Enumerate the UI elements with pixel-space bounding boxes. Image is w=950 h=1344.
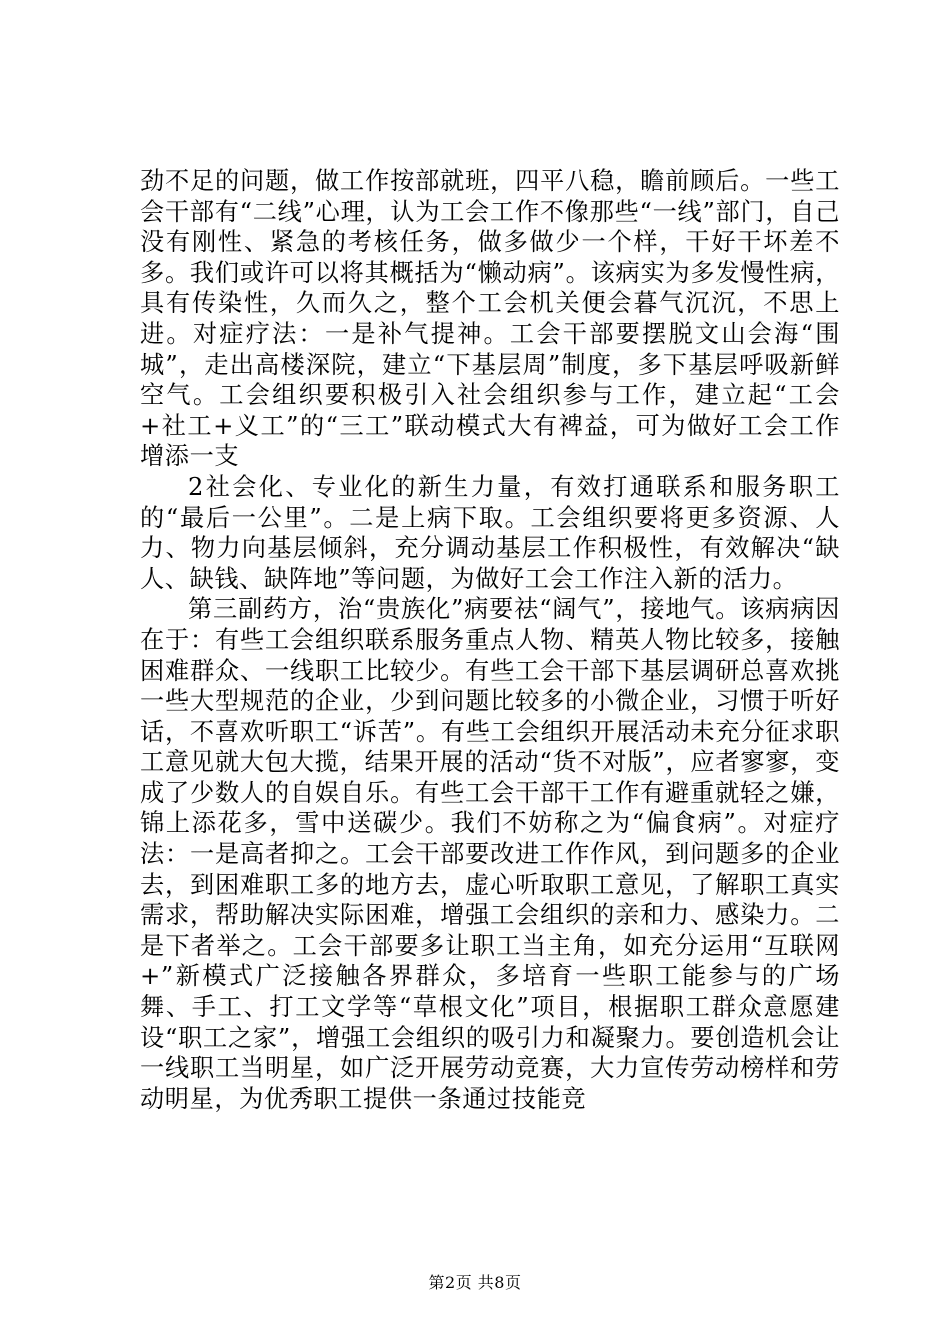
paragraph-3: 第三副药方，治“贵族化”病要祛“阔气”，接地气。该病病因在于：有些工会组织联系服务重点人物、精英人物比较多，接触困难群众、一线职工比较少。有些工会干部下基层调研总喜欢挑一些大型规范的企业，少到问题比较多的小微企业，习惯于听好话，不喜欢听职工“诉苦”。有些工会组织开展活动未充分征求职工意见就大包大揽，结果开展的活动“货不对版”，应者寥寥，变成了少数人的自娱自乐。有些工会干部干工作有避重就轻之嫌，锦上添花多，雪中送碳少。我们不妨称之为“偏食病”。对症疗法：一是高者抑之。工会干部要改进工作作风，到问题多的企业去，到困难职工多的地方去，虚心听取职工意见，了解职工真实需求，帮助解决实际困难，增强工会组织的亲和力、感染力。二是下者举之。工会干部要多让职工当主角，如充分运用“互联网+”新模式广泛接触各界群众，多培育一些职工能参与的广场舞、手工、打工文学等“草根文化”项目，根据职工群众意愿建设“职工之家”，增强工会组织的吸引力和凝聚力。要创造机会让一线职工当明星，如广泛开展劳动竞赛，大力宣传劳动榜样和劳动明星，为优秀职工提供一条通过技能竞 — [140, 595, 840, 1113]
page-footer: 第2页 共8页 — [428, 1273, 522, 1292]
paragraph-2: 2社会化、专业化的新生力量，有效打通联系和服务职工的“最后一公里”。二是上病下取。工会组织要将更多资源、人力、物力向基层倾斜，充分调动基层工作积极性，有效解决“缺人、缺钱、缺阵地”等问题，为做好工会工作注入新的活力。 — [140, 472, 840, 593]
body-text — [140, 166, 840, 1114]
paragraph-1: 劲不足的问题，做工作按部就班，四平八稳，瞻前顾后。一些工会干部有“二线”心理，认为工会工作不像那些“一线”部门，自己没有刚性、紧急的考核任务，做多做少一个样，干好干坏差不多。我们或许可以将其概括为“懒动病”。该病实为多发慢性病，具有传染性，久而久之，整个工会机关便会暮气沉沉，不思上进。对症疗法：一是补气提神。工会干部要摆脱文山会海“围城”，走出高楼深院，建立“下基层周”制度，多下基层呼吸新鲜空气。工会组织要积极引入社会组织参与工作，建立起“工会+社工+义工”的“三工”联动模式大有裨益，可为做好工会工作增添一支 — [140, 167, 840, 471]
